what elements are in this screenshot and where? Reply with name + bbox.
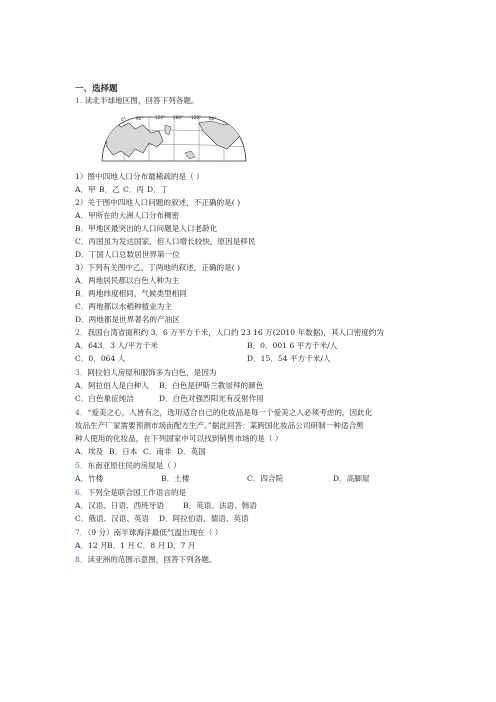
map-label-1: 60° bbox=[136, 116, 144, 121]
option: C．南非 bbox=[143, 447, 172, 456]
option: B．1 月 bbox=[107, 541, 136, 550]
map-label-0: 0° bbox=[121, 117, 126, 122]
option: B．两地纬度相同，气候类型相同 bbox=[75, 289, 187, 298]
map-label-2: 120° bbox=[155, 115, 166, 120]
q5-stem: 5．东南亚原住民的房屋是（ ） bbox=[75, 461, 181, 470]
q3-stem: 3．阿拉伯人房屋和服饰多为白色，是因为 bbox=[75, 368, 217, 377]
map-label-4: 120° bbox=[191, 115, 202, 120]
option: B．白色是伊斯兰教崇拜的颜色 bbox=[159, 381, 264, 390]
q1-stem bbox=[75, 96, 199, 106]
option: B．日本 bbox=[109, 447, 138, 456]
section-title: 一、选择题 bbox=[75, 84, 118, 94]
option: D．两地都是世界著名的产油区 bbox=[75, 315, 180, 324]
q6-stem: 6．下列全是联合国工作语言的是 bbox=[75, 488, 187, 497]
q1-number: 1. bbox=[75, 96, 83, 105]
option: A．汉语、日语、西班牙语 bbox=[75, 501, 165, 510]
option: A．甲所在的大洲人口分布稠密 bbox=[75, 211, 180, 220]
option: D．白色对强烈阳光有反射作用 bbox=[159, 394, 264, 403]
question-number: 6． bbox=[75, 488, 88, 497]
q1-sub1-stem: 1）图中四地人口分布最稀疏的是（ ） bbox=[75, 172, 204, 181]
option: B．土楼 bbox=[161, 474, 190, 483]
option: A．643．3 人/平方千米 bbox=[75, 341, 158, 350]
option: A．竹楼 bbox=[75, 474, 104, 483]
option: C．8 月 bbox=[137, 541, 166, 550]
q1-sub3-stem: 3）下列有关图中乙、丁两地的叙述，正确的是( ) bbox=[75, 263, 241, 272]
northern-hemisphere-map bbox=[99, 113, 249, 163]
question-number: 7． bbox=[75, 528, 88, 537]
option: C．丙国虽为发达国家，但人口增长较快，原因是移民 bbox=[75, 237, 256, 246]
option: D．15．54 平方千米/人 bbox=[247, 354, 331, 363]
option: A．阿拉伯人是白种人 bbox=[75, 381, 149, 390]
option: C．俄语、汉语、英语 bbox=[75, 514, 150, 523]
option: D．丁国人口总数居世界第一位 bbox=[75, 250, 180, 259]
q4-stem-line3: 种人使用的化妆品，在下列国家中可以找到销售市场的是（ ） bbox=[75, 434, 283, 443]
option: C．丙 bbox=[123, 185, 144, 194]
option: C．0．064 人 bbox=[75, 354, 126, 363]
question-number: 2． bbox=[75, 328, 88, 337]
option: C．两地都以水稻种植业为主 bbox=[75, 302, 172, 311]
map-label-5: 60° bbox=[209, 116, 217, 121]
question-number: 5． bbox=[75, 461, 88, 470]
map-label-3: 180° bbox=[173, 115, 184, 120]
question-number: 8． bbox=[75, 555, 88, 564]
option: A．甲 bbox=[75, 185, 96, 194]
option: D．7 月 bbox=[167, 541, 196, 550]
q7-stem: 7．（9 分）南半球海洋最低气温出现在（ ） bbox=[75, 528, 223, 537]
option: D．丁 bbox=[147, 185, 169, 194]
option: C．四合院 bbox=[247, 474, 284, 483]
option: A．12 月 bbox=[75, 541, 108, 550]
q1-text: 读北半球地区图，回答下列各题。 bbox=[84, 96, 199, 105]
option: D．高脚屋 bbox=[333, 474, 370, 483]
option: C．白色象征纯洁 bbox=[75, 394, 134, 403]
q4-stem-line1: 4．“爱美之心，人皆有之，选用适合自己的化妆品是每一个爱美之人必须考虑的，因此化 bbox=[75, 408, 373, 417]
option: B．0．001 6 平方千米/人 bbox=[247, 341, 338, 350]
q4-stem-line2: 妆品生产厂家需要预测市场而配方生产。”据此回答：某跨国化妆品公司研制一种适合黑 bbox=[75, 421, 364, 430]
option: D．英国 bbox=[177, 447, 206, 456]
question-number: 3． bbox=[75, 368, 88, 377]
q1-sub2-stem: 2）关于图中四地人口问题的叙述，不正确的是( ) bbox=[75, 198, 241, 207]
q8-stem: 8．读亚洲的范围示意图，回答下列各题。 bbox=[75, 555, 217, 564]
q2-stem: 2．我国台湾省面积约 3．6 万平方千米，人口约 23 16 万(2010 年数据)，其人口密度约为 bbox=[75, 328, 384, 337]
option: B．英语、法语、韩语 bbox=[183, 501, 257, 510]
option: A．埃及 bbox=[75, 447, 104, 456]
question-number: 4． bbox=[75, 408, 88, 417]
option: B．乙 bbox=[99, 185, 120, 194]
option: D．阿拉伯语、德语、英语 bbox=[159, 514, 249, 523]
option: B．甲地区最突出的人口问题是人口老龄化 bbox=[75, 224, 218, 233]
option: A．两地居民都以白色人种为主 bbox=[75, 276, 180, 285]
